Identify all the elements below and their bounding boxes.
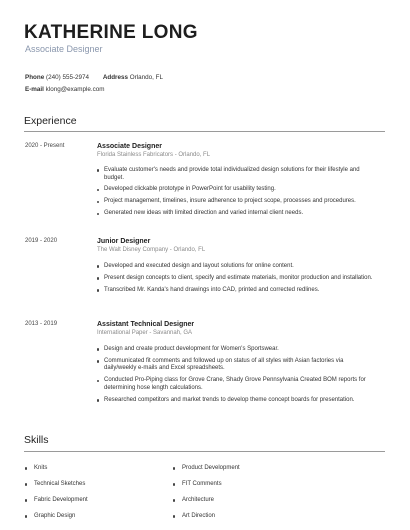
bullet-icon — [25, 499, 27, 501]
job-bullet: Developed clickable prototype in PowerPoint for usability testing. — [97, 186, 377, 194]
candidate-title: Associate Designer — [25, 44, 103, 54]
bullet-icon — [97, 289, 99, 291]
job-dates: 2013 - 2019 — [25, 321, 58, 327]
address-label: Address — [102, 74, 129, 81]
phone-value: (240) 555-2974 — [46, 74, 90, 81]
skill-item: Knits — [25, 465, 47, 471]
job-bullet: Generated new ideas with limited direction and varied internal client needs. — [97, 210, 377, 218]
bullet-icon — [97, 360, 99, 362]
phone-label: Phone — [25, 74, 45, 81]
job-bullet: Present design concepts to client, specify and estimate materials, monitor production and installation. — [97, 275, 377, 283]
job-company: Florida Stainless Fabricators - Orlando, FL — [97, 152, 211, 158]
job-bullet: Developed and executed design and layout solutions for online content. — [97, 263, 377, 271]
bullet-icon — [25, 515, 27, 517]
bullet-icon — [97, 201, 99, 203]
skill-item: Architecture — [173, 497, 214, 503]
skill-item: Product Development — [173, 465, 240, 471]
job-bullets — [97, 167, 377, 222]
job-role: Junior Designer — [97, 238, 151, 245]
experience-heading: Experience — [24, 115, 77, 127]
job-bullet: Project management, timelines, insure adherence to project scope, processes and procedures. — [97, 198, 377, 206]
job-bullet: Transcribed Mr. Kanda's hand drawings into CAD, printed and corrected redlines. — [97, 287, 377, 295]
email-label: E-mail — [25, 86, 44, 93]
bullet-icon — [97, 399, 99, 401]
email-link[interactable]: klong@example.com — [45, 86, 105, 93]
bullet-icon — [97, 213, 99, 215]
bullet-icon — [173, 499, 175, 501]
skill-item: Fabric Development — [25, 497, 88, 503]
skill-item: Art Direction — [173, 513, 215, 519]
bullet-icon — [97, 380, 99, 382]
job-bullet: Conducted Pro-Piping class for Grove Crane, Shady Grove Pennsylvania Created BOM reports for determining hose length calculations. — [97, 377, 377, 392]
skills-heading: Skills — [24, 434, 49, 446]
bullet-icon — [97, 348, 99, 350]
bullet-icon — [25, 483, 27, 485]
bullet-icon — [97, 189, 99, 191]
candidate-name: KATHERINE LONG — [24, 22, 198, 43]
bullet-icon — [97, 265, 99, 267]
skill-item: Graphic Design — [25, 513, 75, 519]
address-value: Orlando, FL — [129, 74, 164, 81]
job-role: Associate Designer — [97, 143, 162, 150]
skill-item: FIT Comments — [173, 481, 222, 487]
section-divider — [24, 451, 385, 452]
bullet-icon — [173, 515, 175, 517]
job-dates: 2020 - Present — [25, 143, 65, 149]
job-bullets — [97, 263, 377, 299]
job-bullets — [97, 346, 377, 409]
bullet-icon — [97, 169, 99, 171]
contact-row — [25, 74, 163, 81]
job-bullet: Evaluate customer's needs and provide total individualized design solutions for their lifestyle and budget. — [97, 167, 377, 182]
bullet-icon — [25, 467, 27, 469]
job-company: International Paper - Savannah, GA — [97, 330, 193, 336]
job-role: Assistant Technical Designer — [97, 321, 195, 328]
job-company: The Walt Disney Company - Orlando, FL — [97, 247, 206, 253]
skill-item: Technical Sketches — [25, 481, 85, 487]
section-divider — [24, 131, 385, 132]
job-bullet: Researched competitors and market trends to develop theme concept boards for presentation. — [97, 397, 377, 405]
bullet-icon — [97, 277, 99, 279]
job-bullet: Communicated fit comments and followed up on status of all styles with Asian factories via daily/weekly e-mails and Excel spreadsheets. — [97, 358, 377, 373]
job-dates: 2019 - 2020 — [25, 238, 58, 244]
bullet-icon — [173, 467, 175, 469]
job-bullet: Design and create product development for Women's Sportswear. — [97, 346, 377, 354]
contact-row — [25, 86, 105, 93]
bullet-icon — [173, 483, 175, 485]
